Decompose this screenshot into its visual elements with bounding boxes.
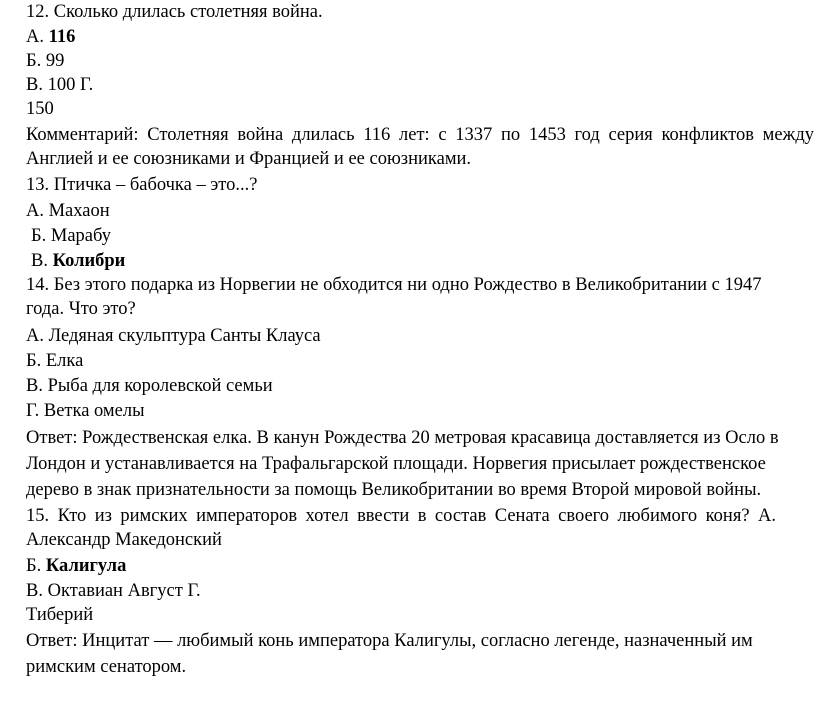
- q15-answer-line-1: Ответ: Инцитат — любимый конь императора Калигулы, согласно легенде, назначенный им: [26, 631, 753, 651]
- q15-option-c: В. Октавиан Август Г.: [26, 581, 201, 601]
- q14-option-a: А. Ледяная скульптура Санты Клауса: [26, 326, 321, 346]
- q14-answer-line-3: дерево в знак признательности за помощь Великобритании во время Второй мировой войны.: [26, 480, 762, 500]
- q13-option-b: Б. Марабу: [31, 226, 111, 246]
- q14-option-b: Б. Елка: [26, 351, 84, 371]
- q12-option-b: Б. 99: [26, 51, 65, 71]
- q14-option-d: Г. Ветка омелы: [26, 401, 145, 421]
- q12-comment-line-1: Комментарий: Столетняя война длилась 116 лет: с 1337 по 1453 год серия конфликтов между: [26, 125, 814, 145]
- q13-option-c-prefix: В.: [31, 251, 53, 271]
- q13-option-c-value: Колибри: [52, 251, 126, 271]
- q12-option-a-value: 116: [48, 27, 76, 47]
- q12-question: 12. Сколько длилась столетняя война.: [26, 2, 323, 22]
- q15-option-b: [26, 554, 126, 578]
- q15-question-line-2: Александр Македонский: [26, 530, 222, 550]
- q12-option-d: 150: [26, 99, 54, 119]
- q14-option-c: В. Рыба для королевской семьи: [26, 376, 273, 396]
- q13-option-c: [26, 249, 125, 273]
- q15-option-b-value: Калигула: [45, 556, 127, 576]
- q13-option-a: А. Махаон: [26, 201, 110, 221]
- q12-comment-line-2: Англией и ее союзниками и Францией и ее союзниками.: [26, 149, 472, 169]
- q14-question-line-2: года. Что это?: [26, 299, 136, 319]
- q14-answer-line-1: Ответ: Рождественская елка. В канун Рождества 20 метровая красавица доставляется из Осло в: [26, 428, 779, 448]
- q13-question: 13. Птичка – бабочка – это...?: [26, 175, 258, 195]
- q15-option-d: Тиберий: [26, 605, 94, 625]
- q12-option-a-prefix: А.: [26, 27, 49, 47]
- q15-question-line-1: 15. Кто из римских императоров хотел ввести в состав Сената своего любимого коня? А.: [26, 506, 776, 526]
- q12-option-c: В. 100 Г.: [26, 75, 94, 95]
- q14-answer-line-2: Лондон и устанавливается на Трафальгарской площади. Норвегия присылает рождественское: [26, 454, 766, 474]
- q12-option-a: [26, 25, 75, 49]
- q15-answer-line-2: римским сенатором.: [26, 657, 187, 677]
- q14-question-line-1: 14. Без этого подарка из Норвегии не обходится ни одно Рождество в Великобритании с 1947: [26, 275, 762, 295]
- q15-option-b-prefix: Б.: [26, 556, 46, 576]
